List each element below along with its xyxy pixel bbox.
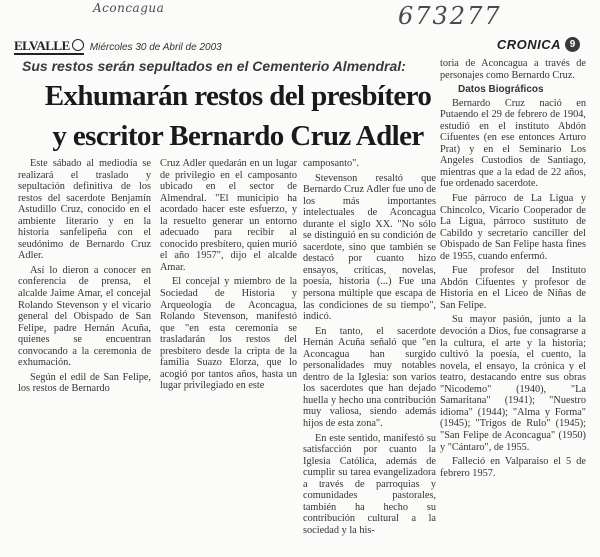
- handwritten-archive-number: 673277: [398, 2, 502, 30]
- article-column-2: [160, 158, 297, 392]
- paragraph: Así lo dieron a conocer en conferencia de prensa, el alcalde Jaime Amar, el concejal Rolando Stevenson y el vicario general del Obispado de San Felipe, padre Hernán Acuña, quienes se encuentran convocando a la ceremonia de exhumación.: [18, 264, 151, 369]
- section-header: [497, 37, 580, 52]
- handwritten-source-note: Aconcagua: [93, 1, 165, 15]
- paragraph: En este sentido, manifestó su satisfacción por cuanto la Iglesia Católica, además de cumplir su tarea evangelizadora a través de parroquias y comunidades pastorales, también ha hecho su contribución cultural a la sociedad y la his-: [303, 432, 436, 536]
- headline-line-2: y escritor Bernardo Cruz Adler: [52, 120, 424, 152]
- edition-date: Miércoles 30 de Abril de 2003: [89, 41, 222, 53]
- paragraph: Stevenson resaltó que Bernardo Cruz Adler fue uno de los más importantes intelectuales de Aconcagua durante el siglo XX. "No sólo se distinguió en su condición de sacerdote, sino que también se destacó por cuanto hizo ensayos, críticas, novelas, poesía, historia (...) Fue una persona múltiple que escapa de las condiciones de su tiempo", indicó.: [303, 172, 436, 323]
- paragraph: camposanto".: [303, 158, 359, 169]
- paragraph: Fue párroco de La Ligua y Chincolco, Vicario Cooperador de La Ligua, párroco sustituto de Cabildo y secretario canciller del Obispado de San Felipe hasta fines de 1955, cuando enfermó.: [440, 193, 586, 262]
- paragraph: En tanto, el sacerdote Hernán Acuña señaló que "en Aconcagua han surgido personalidades muy notables dentro de la Iglesia: son varios los sacerdotes que han dejado huella y hecho una contribución muy valiosa, siendo además hijos de esta zona".: [303, 325, 436, 430]
- paragraph: toria de Aconcagua a través de personajes como Bernardo Cruz.: [440, 58, 586, 81]
- paragraph: Fue profesor del Instituto Abdón Cifuentes y profesor de Historia en el Liceo de Niñas de San Felipe.: [440, 265, 586, 311]
- newspaper-logo: ELVALLE: [14, 39, 84, 55]
- masthead-left: [14, 39, 222, 55]
- headline-line-1: Exhumarán restos del presbítero: [44, 80, 432, 112]
- paragraph: Cruz Adler quedarán en un lugar de privilegio en el camposanto ubicado en el sector de Almendral. "El municipio ha acordado hacer este esfuerzo, y la resuelto generar un entorno adecuado para recibir al conocido presbítero, quien murió el año 1957", dijo el alcalde Amar.: [160, 158, 297, 273]
- article-column-3: [303, 158, 436, 537]
- paragraph: Falleció en Valparaíso el 5 de febrero 1957.: [440, 456, 586, 479]
- paragraph: Según el edil de San Felipe, los restos de Bernardo: [18, 371, 151, 395]
- article-kicker: Sus restos serán sepultados en el Cementerio Almendral:: [22, 58, 406, 74]
- paragraph: Su mayor pasión, junto a la devoción a Dios, fue consagrarse a la cultura, el arte y la historia; cultivó la poesía, el cuento, la novela, el ensayo, la crónica y el teatro, destacando entre sus obras "Nicodemo" (1940), "La Samaritana" (1941); "Nuestro idioma" (1944); "Alma y Forma" (1945); "Trigos de Rulo" (1945); "San Felipe de Aconcagua" (1950) y "Cántaro", de 1955.: [440, 314, 586, 453]
- logo-circle-icon: [72, 39, 84, 51]
- paragraph: Bernardo Cruz nació en Putaendo el 29 de febrero de 1904, estudió en el instituto Abdón Cifuentes (en ese entonces Arturo Prat) y en el Seminario Los Angeles Custodios de Santiago, mientras que a la edad de 22 años, fue ordenado sacerdote.: [440, 97, 586, 190]
- paragraph: Este sábado al mediodía se realizará el traslado y sepultación definitiva de los restos del sacerdote Benjamín Astudillo Cruz, conocido en el ambiente literario y en la historia sanfelipeña con el seudónimo de Bernardo Cruz Adler.: [18, 158, 151, 262]
- subheading-datos-biograficos: Datos Biográficos: [458, 84, 544, 96]
- article-column-4: [440, 58, 586, 479]
- article-headline: [28, 76, 448, 156]
- article-column-1: [18, 158, 151, 395]
- section-name: CRONICA: [496, 37, 561, 52]
- page-number-badge: 9: [565, 37, 580, 52]
- paragraph: El concejal y miembro de la Sociedad de Historia y Arqueología de Aconcagua, Rolando Stevenson, manifestó que "en esta ceremonia se trasladarán los restos del presbítero desde la cripta de la familia Suazo Elorza, que lo acogió por tantos años, hasta un lugar privilegiado en este: [160, 276, 297, 392]
